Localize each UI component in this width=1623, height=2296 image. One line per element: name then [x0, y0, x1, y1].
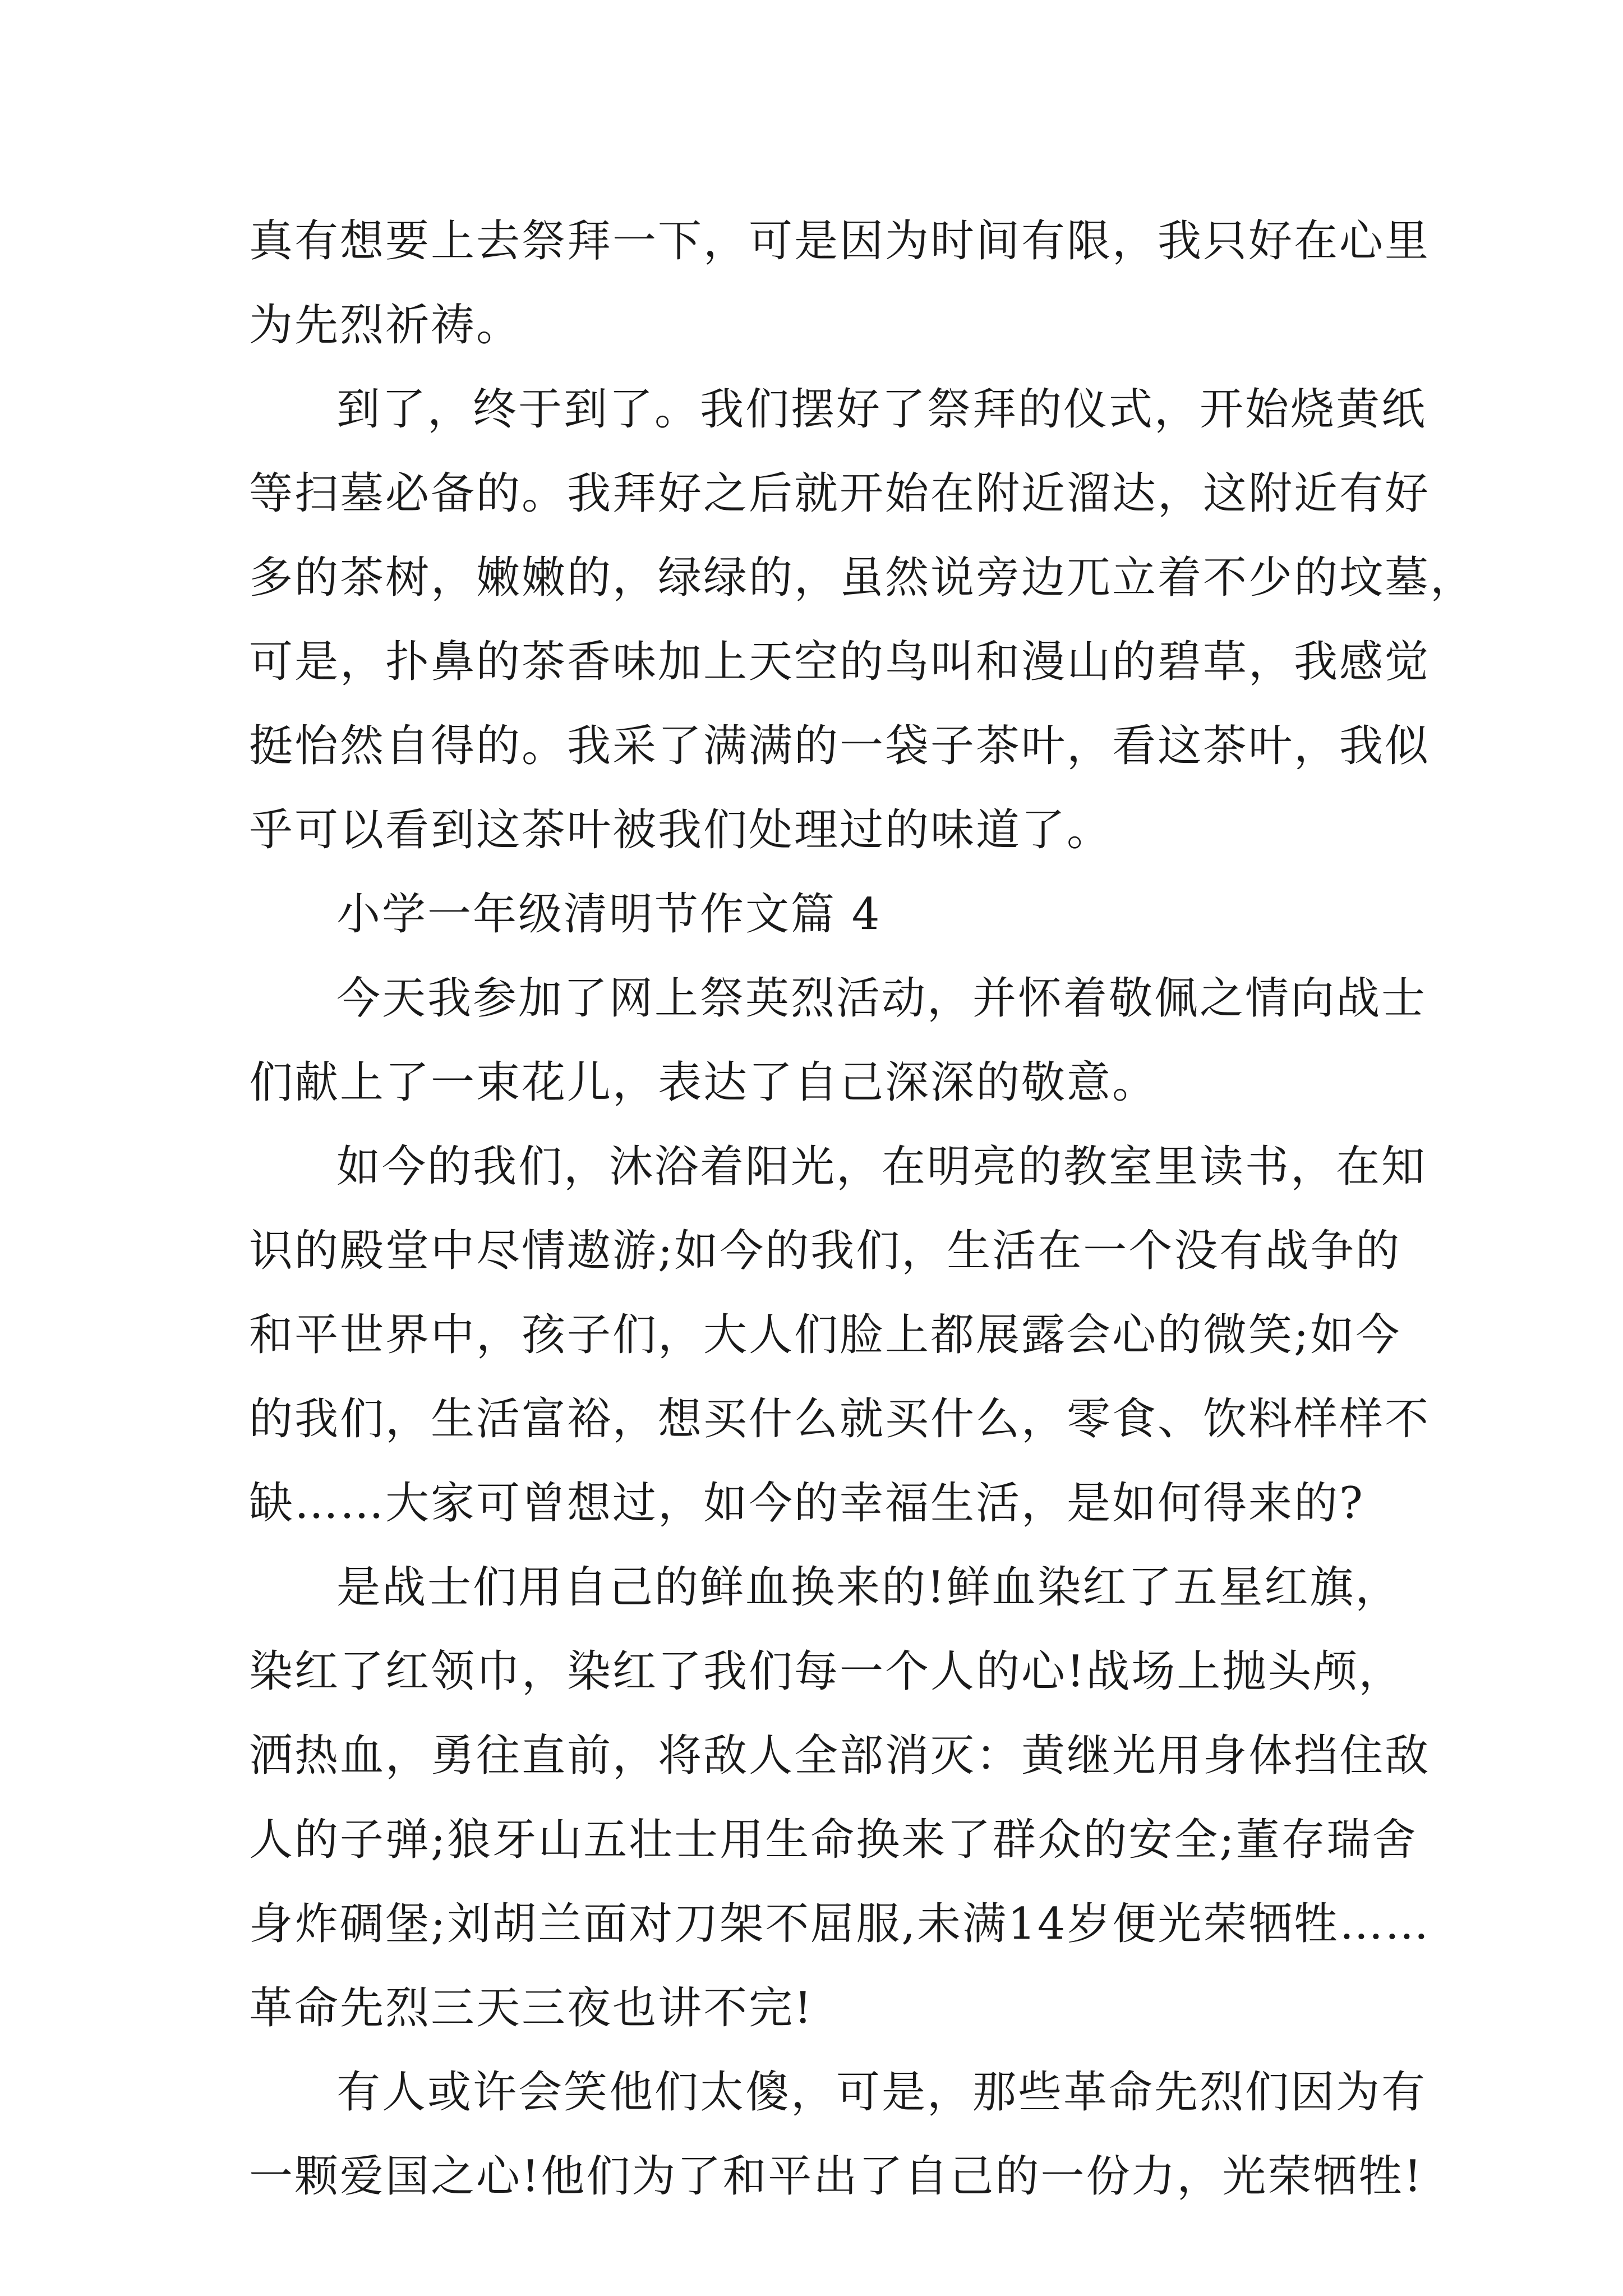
paragraph-start-line: 到了，终于到了。我们摆好了祭拜的仪式，开始烧黄纸: [336, 384, 1427, 435]
text-line: 染红了红领巾，染红了我们每一个人的心!战场上抛头颅，: [249, 1646, 1404, 1697]
text-line: 识的殿堂中尽情遨游;如今的我们，生活在一个没有战争的: [249, 1226, 1401, 1276]
text-line: 可是，扑鼻的茶香味加上天空的鸟叫和漫山的碧草，我感觉: [249, 637, 1431, 687]
text-line: 人的子弹;狼牙山五壮士用生命换来了群众的安全;董存瑞舍: [249, 1815, 1418, 1865]
text-line: 为先烈祈祷。: [249, 300, 522, 351]
text-line: 真有想要上去祭拜一下，可是因为时间有限，我只好在心里: [249, 216, 1431, 266]
essay-body: [249, 199, 1476, 2219]
text-line: 们献上了一束花儿，表达了自己深深的敬意。: [249, 1057, 1158, 1108]
paragraph-start-line: 如今的我们，沐浴着阳光，在明亮的教室里读书，在知: [336, 1142, 1427, 1192]
text-line: 和平世界中，孩子们，大人们脸上都展露会心的微笑;如今: [249, 1310, 1401, 1360]
text-line: 的我们，生活富裕，想买什么就买什么，零食、饮料样样不: [249, 1394, 1431, 1444]
section-heading: 小学一年级清明节作文篇 4: [336, 889, 882, 940]
text-line: 身炸碉堡;刘胡兰面对刀架不屈服,未满14岁便光荣牺牲……: [249, 1899, 1431, 1949]
text-line: 洒热血，勇往直前，将敌人全部消灭：黄继光用身体挡住敌: [249, 1731, 1431, 1781]
text-line: 乎可以看到这茶叶被我们处理过的味道了。: [249, 805, 1113, 855]
paragraph-start-line: 今天我参加了网上祭英烈活动，并怀着敬佩之情向战士: [336, 973, 1427, 1024]
text-line: 挺怡然自得的。我采了满满的一袋子茶叶，看这茶叶，我似: [249, 721, 1431, 771]
text-line: 缺……大家可曾想过，如今的幸福生活，是如何得来的?: [249, 1478, 1364, 1529]
text-line: 革命先烈三天三夜也讲不完!: [249, 1983, 814, 2033]
paragraph-start-line: 是战士们用自己的鲜血换来的!鲜血染红了五星红旗，: [336, 1562, 1401, 1613]
paragraph-start-line: 有人或许会笑他们太傻，可是，那些革命先烈们因为有: [336, 2067, 1427, 2118]
text-line: 多的茶树，嫩嫩的，绿绿的，虽然说旁边兀立着不少的坟墓，: [249, 553, 1476, 603]
text-line: 等扫墓必备的。我拜好之后就开始在附近溜达，这附近有好: [249, 468, 1431, 519]
text-line: 一颗爱国之心!他们为了和平出了自己的一份力，光荣牺牲!: [249, 2151, 1423, 2202]
